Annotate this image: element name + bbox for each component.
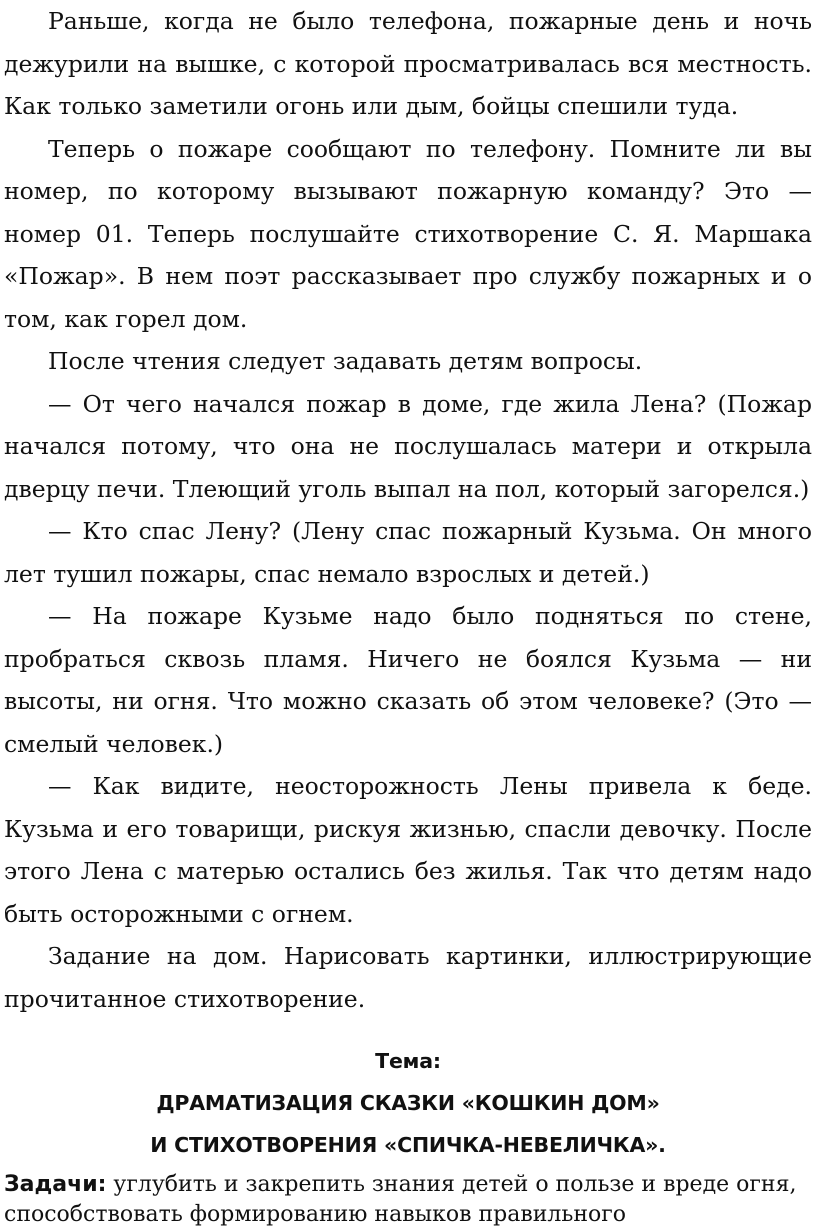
tasks-paragraph [4, 1170, 812, 1230]
paragraph-6: — На пожаре Кузьме надо было подняться по стене, пробраться сквозь пламя. Ничего не боялся Кузьма — ни высоты, ни огня. Что можно сказать об этом человеке? (Это — смелый человек.) [4, 602, 812, 758]
document-page [4, 0, 812, 1230]
topic-title-line-1: ДРАМАТИЗАЦИЯ СКАЗКИ «КОШКИН ДОМ» [156, 1091, 660, 1115]
tasks-text: углубить и закрепить знания детей о пользе и вреде огня, способствовать формированию навыков правильного [4, 1172, 797, 1227]
topic-label: Тема: [375, 1049, 441, 1073]
paragraph-5: — Кто спас Лену? (Лену спас пожарный Кузьма. Он много лет тушил пожары, спас немало взрослых и детей.) [4, 517, 812, 588]
paragraph-3: После чтения следует задавать детям вопросы. [48, 347, 643, 375]
paragraph-2: Теперь о пожаре сообщают по телефону. Помните ли вы номер, по которому вызывают пожарную команду? Это — номер 01. Теперь послушайте стихотворение С. Я. Маршака «Пожар». В нем поэт рассказывает про службу пожарных и о том, как горел дом. [4, 134, 812, 333]
tasks-label: Задачи: [4, 1172, 107, 1197]
paragraph-4: — От чего начался пожар в доме, где жила Лена? (Пожар начался потому, что она не послушалась матери и открыла дверцу печи. Тлеющий уголь выпал на пол, который загорелся.) [4, 389, 812, 503]
topic-title-line-2: И СТИХОТВОРЕНИЯ «СПИЧКА-НЕВЕЛИЧКА». [150, 1133, 666, 1157]
paragraph-1: Раньше, когда не было телефона, пожарные день и ночь дежурили на вышке, с которой просматривалась вся местность. Как только заметили огонь или дым, бойцы спешили туда. [4, 7, 812, 120]
paragraph-8: Задание на дом. Нарисовать картинки, иллюстрирующие прочитанное стихотворение. [4, 942, 812, 1013]
topic-heading [4, 1040, 812, 1166]
paragraph-7: — Как видите, неосторожность Лены привела к беде. Кузьма и его товарищи, рискуя жизнью, спасли девочку. После этого Лена с матерью остались без жилья. Так что детям надо быть осторожными с огнем. [4, 772, 812, 928]
